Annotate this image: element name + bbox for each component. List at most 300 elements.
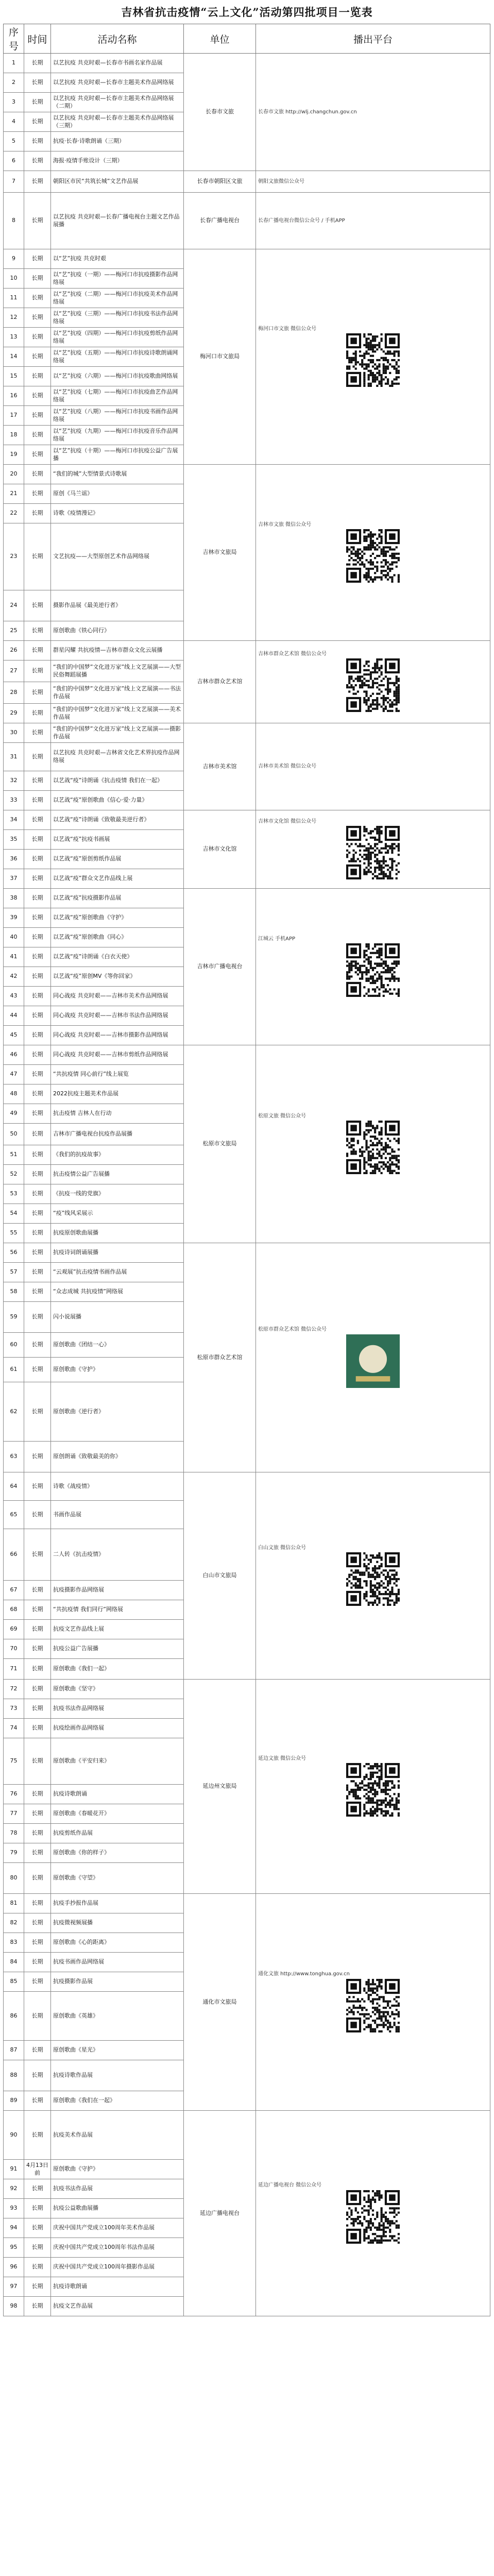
cell-time: 长期	[24, 1333, 51, 1358]
qr-code-icon	[346, 2190, 400, 2244]
cell-time: 长期	[24, 1639, 51, 1659]
cell-index: 68	[4, 1600, 24, 1620]
cell-index: 50	[4, 1124, 24, 1145]
table-row	[4, 1680, 490, 1699]
cell-unit: 白山市文旅局	[184, 1472, 256, 1680]
cell-index: 89	[4, 2091, 24, 2111]
cell-time: 长期	[24, 1382, 51, 1442]
cell-index: 34	[4, 810, 24, 830]
cell-index: 55	[4, 1224, 24, 1243]
platform-text: 松原文旅 微信公众号	[258, 1113, 306, 1119]
cell-time: 长期	[24, 1738, 51, 1785]
cell-index: 38	[4, 889, 24, 908]
cell-activity: 以“艺”抗疫（二期）——梅河口市抗疫美术作品网络展	[51, 289, 184, 308]
promo-image-icon	[346, 1334, 400, 1388]
table-row	[4, 193, 490, 249]
cell-index: 11	[4, 289, 24, 308]
cell-index: 86	[4, 1992, 24, 2041]
cell-activity: 庆祝中国共产党成立100周年书法作品展	[51, 2238, 184, 2258]
cell-index: 37	[4, 869, 24, 889]
cell-activity: 庆祝中国共产党成立100周年美术作品展	[51, 2218, 184, 2238]
cell-activity: 原创歌曲《守护》	[51, 1358, 184, 1382]
cell-activity: 原创歌曲《坚守》	[51, 1680, 184, 1699]
cell-unit: 延边广播电视台	[184, 2111, 256, 2316]
cell-activity: 以艺抗疫 共克时艰—长春市主题美术作品网络展（二期）	[51, 93, 184, 112]
table-row	[4, 2111, 490, 2160]
cell-time: 长期	[24, 743, 51, 771]
cell-platform	[256, 810, 490, 889]
cell-index: 29	[4, 704, 24, 723]
cell-index: 84	[4, 1953, 24, 1972]
cell-time: 长期	[24, 2041, 51, 2060]
cell-index: 65	[4, 1501, 24, 1529]
cell-index: 41	[4, 947, 24, 967]
cell-index: 66	[4, 1529, 24, 1581]
cell-time: 长期	[24, 1913, 51, 1933]
cell-activity: 抗疫摄影作品网络展	[51, 1581, 184, 1600]
cell-time: 长期	[24, 132, 51, 151]
cell-unit: 长春市文旅	[184, 54, 256, 171]
cell-time: 长期	[24, 1933, 51, 1953]
cell-time: 长期	[24, 2238, 51, 2258]
cell-index: 22	[4, 504, 24, 523]
cell-activity: 书画作品展	[51, 1501, 184, 1529]
cell-time: 长期	[24, 1953, 51, 1972]
cell-platform	[256, 723, 490, 810]
page-title: 吉林省抗击疫情“云上文化”活动第四批项目一览表	[121, 6, 373, 19]
cell-time: 长期	[24, 484, 51, 504]
table-row	[4, 889, 490, 908]
platform-text: 延边文旅 微信公众号	[258, 1755, 306, 1761]
cell-unit: 吉林市广播电视台	[184, 889, 256, 1045]
cell-activity: 同心战疫 共克时艰——吉林市剪纸作品网络展	[51, 1045, 184, 1065]
cell-activity: 以“艺”抗疫（四期）——梅河口市抗疫剪纸作品网络展	[51, 328, 184, 347]
cell-time: 长期	[24, 328, 51, 347]
cell-platform	[256, 171, 490, 193]
cell-time: 长期	[24, 1863, 51, 1894]
qr-code-icon	[346, 1979, 400, 2032]
cell-time: 长期	[24, 367, 51, 386]
cell-index: 12	[4, 308, 24, 328]
cell-time: 长期	[24, 1204, 51, 1224]
cell-index: 90	[4, 2111, 24, 2160]
qr-code-icon	[346, 943, 400, 997]
cell-unit: 延边州文旅局	[184, 1680, 256, 1894]
cell-index: 61	[4, 1358, 24, 1382]
cell-time: 长期	[24, 2179, 51, 2199]
table-header-row	[4, 24, 490, 54]
cell-index: 1	[4, 54, 24, 73]
platform-text: 吉林市美术馆 微信公众号	[258, 764, 317, 770]
cell-activity: 抗击疫情 吉林人在行动	[51, 1104, 184, 1124]
cell-index: 15	[4, 367, 24, 386]
platform-text: 吉林市文旅 微信公众号	[258, 521, 312, 528]
cell-time: 长期	[24, 928, 51, 947]
cell-unit: 梅河口市文旅局	[184, 249, 256, 465]
cell-index: 46	[4, 1045, 24, 1065]
cell-activity: 抗疫公益广告展播	[51, 1639, 184, 1659]
cell-time: 长期	[24, 1243, 51, 1263]
cell-index: 16	[4, 386, 24, 406]
cell-time: 长期	[24, 1719, 51, 1738]
cell-index: 53	[4, 1184, 24, 1204]
cell-index: 92	[4, 2179, 24, 2199]
header-activity: 活动名称	[51, 24, 184, 54]
cell-time: 长期	[24, 1145, 51, 1165]
cell-activity: 庆祝中国共产党成立100周年摄影作品展	[51, 2258, 184, 2277]
cell-platform	[256, 2111, 490, 2316]
cell-platform	[256, 249, 490, 465]
cell-index: 3	[4, 93, 24, 112]
cell-time: 长期	[24, 426, 51, 445]
cell-time: 长期	[24, 1165, 51, 1184]
cell-index: 9	[4, 249, 24, 269]
cell-activity: 以艺战“疫”原创歌曲《同心》	[51, 928, 184, 947]
cell-time: 长期	[24, 269, 51, 289]
cell-index: 48	[4, 1084, 24, 1104]
cell-activity: 以艺抗疫 共克时艰—长春市主题美术作品网络展（三期）	[51, 112, 184, 132]
table-row	[4, 1894, 490, 1913]
header-platform: 播出平台	[256, 24, 490, 54]
cell-index: 76	[4, 1785, 24, 1804]
cell-index: 88	[4, 2060, 24, 2091]
cell-activity: 抗疫书画作品网络展	[51, 1953, 184, 1972]
cell-index: 24	[4, 590, 24, 621]
cell-time: 长期	[24, 987, 51, 1006]
cell-time: 长期	[24, 1224, 51, 1243]
cell-activity: 抗疫诗歌作品展	[51, 2060, 184, 2091]
cell-index: 31	[4, 743, 24, 771]
cell-activity: 以艺战“疫”原创歌曲《守护》	[51, 908, 184, 928]
cell-index: 10	[4, 269, 24, 289]
cell-index: 77	[4, 1804, 24, 1824]
cell-unit: 吉林市文化馆	[184, 810, 256, 889]
cell-time: 长期	[24, 1529, 51, 1581]
cell-index: 74	[4, 1719, 24, 1738]
cell-platform	[256, 889, 490, 1045]
cell-time: 长期	[24, 1065, 51, 1084]
cell-activity: 原创歌曲《你的样子》	[51, 1843, 184, 1863]
cell-activity: 抗疫绘画作品网络展	[51, 1719, 184, 1738]
cell-time: 长期	[24, 1659, 51, 1680]
cell-activity: 摄影作品展《最美逆行者》	[51, 590, 184, 621]
qr-code-icon	[346, 1552, 400, 1606]
cell-activity: 诗歌《战疫情》	[51, 1472, 184, 1501]
cell-activity: “众志成城 共抗疫情”网络展	[51, 1282, 184, 1302]
cell-activity: 《抗疫一线的党旗》	[51, 1184, 184, 1204]
cell-time: 长期	[24, 406, 51, 426]
cell-activity: 抗疫诗词朗诵展播	[51, 1243, 184, 1263]
cell-activity: “我们的中国梦”文化进万家”线上文艺展演——大型民俗舞蹈展播	[51, 660, 184, 682]
cell-activity: 吉林市广播电视台抗疫作品展播	[51, 1124, 184, 1145]
cell-index: 71	[4, 1659, 24, 1680]
platform-text: 松原市群众艺术馆 微信公众号	[258, 1327, 327, 1333]
cell-time: 长期	[24, 621, 51, 641]
cell-index: 28	[4, 682, 24, 704]
cell-activity: 抗疫文艺作品展	[51, 2297, 184, 2316]
cell-platform	[256, 1472, 490, 1680]
cell-activity: 以“艺”抗疫（六期）——梅河口市抗疫歌曲网络展	[51, 367, 184, 386]
cell-activity: 抗疫·长春·诗歌朗诵（三期）	[51, 132, 184, 151]
cell-index: 17	[4, 406, 24, 426]
cell-time: 长期	[24, 2297, 51, 2316]
cell-time: 长期	[24, 641, 51, 660]
cell-time: 长期	[24, 1282, 51, 1302]
cell-index: 8	[4, 193, 24, 249]
cell-activity: 海报·疫情手账设计（三期）	[51, 151, 184, 171]
cell-index: 56	[4, 1243, 24, 1263]
cell-activity: 以“艺”抗疫（三期）——梅河口市抗疫书法作品网络展	[51, 308, 184, 328]
cell-activity: 原创歌曲《星光》	[51, 2041, 184, 2060]
cell-time: 长期	[24, 1263, 51, 1282]
cell-time: 长期	[24, 1104, 51, 1124]
cell-time: 长期	[24, 1124, 51, 1145]
cell-activity: 原创朗诵《致敬最美的你》	[51, 1442, 184, 1472]
cell-activity: 抗疫诗歌朗诵	[51, 2277, 184, 2297]
cell-index: 73	[4, 1699, 24, 1719]
cell-time: 长期	[24, 1084, 51, 1104]
cell-time: 长期	[24, 771, 51, 791]
cell-index: 4	[4, 112, 24, 132]
cell-index: 26	[4, 641, 24, 660]
cell-activity: 抗疫美术作品展	[51, 2111, 184, 2160]
cell-time: 长期	[24, 1358, 51, 1382]
cell-time: 长期	[24, 2258, 51, 2277]
cell-time: 长期	[24, 465, 51, 484]
cell-time: 长期	[24, 2111, 51, 2160]
cell-time: 长期	[24, 1006, 51, 1026]
cell-activity: 以艺战“疫”抗疫书画展	[51, 830, 184, 850]
cell-activity: “我们的中国梦”文化进万家”线上文艺展演——书法作品展	[51, 682, 184, 704]
cell-activity: 原创歌曲《团结一心》	[51, 1333, 184, 1358]
cell-index: 5	[4, 132, 24, 151]
cell-time: 长期	[24, 112, 51, 132]
cell-activity: 抗疫书法作品展	[51, 2179, 184, 2199]
cell-activity: 以“艺”抗疫（八期）——梅河口市抗疫书画作品网络展	[51, 406, 184, 426]
cell-platform	[256, 1680, 490, 1894]
cell-time: 长期	[24, 1824, 51, 1843]
table-row	[4, 641, 490, 660]
table-row	[4, 1045, 490, 1065]
cell-time: 长期	[24, 1785, 51, 1804]
project-table	[3, 24, 490, 2316]
cell-index: 6	[4, 151, 24, 171]
platform-text: 江城云 手机APP	[258, 936, 296, 942]
cell-activity: 以艺战“疫”原创歌曲《信心·爱·力量》	[51, 791, 184, 810]
cell-index: 18	[4, 426, 24, 445]
platform-text: 长春广播电视台微信公众号 / 手机APP	[258, 217, 345, 224]
cell-time: 长期	[24, 1894, 51, 1913]
cell-activity: 以艺战“疫”群众文艺作品线上展	[51, 869, 184, 889]
cell-index: 87	[4, 2041, 24, 2060]
qr-code-icon	[346, 826, 400, 879]
cell-unit: 吉林市美术馆	[184, 723, 256, 810]
cell-platform	[256, 1243, 490, 1472]
platform-text: 白山文旅 微信公众号	[258, 1545, 306, 1551]
cell-time: 长期	[24, 1843, 51, 1863]
cell-index: 21	[4, 484, 24, 504]
cell-activity: 抗疫手抄报作品展	[51, 1894, 184, 1913]
table-row	[4, 810, 490, 830]
table-row	[4, 171, 490, 193]
cell-index: 85	[4, 1972, 24, 1992]
cell-index: 27	[4, 660, 24, 682]
cell-activity: 朝阳区市民“共筑长城”文艺作品展	[51, 171, 184, 193]
cell-time: 长期	[24, 1026, 51, 1045]
cell-index: 25	[4, 621, 24, 641]
cell-activity: 抗疫剪纸作品展	[51, 1824, 184, 1843]
qr-code-icon	[346, 529, 400, 583]
cell-index: 54	[4, 1204, 24, 1224]
cell-activity: 以“艺”抗疫 共克时艰	[51, 249, 184, 269]
platform-text: 朝阳文旅微信公众号	[258, 178, 304, 184]
cell-index: 49	[4, 1104, 24, 1124]
platform-text: 梅河口市文旅 微信公众号	[258, 326, 317, 332]
cell-activity: 二人转《抗击疫情》	[51, 1529, 184, 1581]
cell-index: 2	[4, 73, 24, 93]
cell-activity: 以艺战“疫”诗朗诵《抗击疫情 我们在一起》	[51, 771, 184, 791]
cell-activity: 以艺战“疫”原创剪纸作品展	[51, 850, 184, 869]
cell-index: 95	[4, 2238, 24, 2258]
cell-time: 长期	[24, 660, 51, 682]
cell-activity: 原创歌曲《守护》	[51, 2160, 184, 2179]
cell-time: 4月13日前	[24, 2160, 51, 2179]
cell-platform	[256, 1894, 490, 2111]
platform-text: 通化文旅 http://www.tonghua.gov.cn	[258, 1971, 350, 1977]
cell-time: 长期	[24, 504, 51, 523]
cell-index: 33	[4, 791, 24, 810]
cell-platform	[256, 465, 490, 641]
cell-time: 长期	[24, 151, 51, 171]
cell-index: 36	[4, 850, 24, 869]
cell-index: 57	[4, 1263, 24, 1282]
platform-text: 吉林市群众艺术馆 微信公众号	[258, 651, 327, 657]
cell-activity: 原创歌曲《心的距离》	[51, 1933, 184, 1953]
cell-time: 长期	[24, 2218, 51, 2238]
platform-text: 吉林市文化馆 微信公众号	[258, 818, 317, 824]
cell-time: 长期	[24, 1581, 51, 1600]
cell-index: 44	[4, 1006, 24, 1026]
cell-platform	[256, 641, 490, 723]
cell-activity: 以艺战“疫”诗朗诵《白衣天使》	[51, 947, 184, 967]
cell-time: 长期	[24, 889, 51, 908]
cell-time: 长期	[24, 704, 51, 723]
cell-index: 23	[4, 523, 24, 590]
cell-index: 72	[4, 1680, 24, 1699]
cell-index: 42	[4, 967, 24, 987]
platform-text: 长春市文旅 http://wlj.changchun.gov.cn	[258, 109, 357, 115]
cell-activity: 闪小说展播	[51, 1302, 184, 1333]
cell-index: 81	[4, 1894, 24, 1913]
cell-time: 长期	[24, 54, 51, 73]
cell-time: 长期	[24, 1302, 51, 1333]
cell-activity: 以艺战“疫”抗疫摄影作品展	[51, 889, 184, 908]
cell-time: 长期	[24, 1600, 51, 1620]
cell-activity: 原创歌曲《英雄》	[51, 1992, 184, 2041]
table-row	[4, 1243, 490, 1263]
cell-time: 长期	[24, 2199, 51, 2218]
header-index: 序号	[4, 24, 24, 54]
cell-time: 长期	[24, 2060, 51, 2091]
cell-index: 93	[4, 2199, 24, 2218]
cell-index: 59	[4, 1302, 24, 1333]
cell-index: 98	[4, 2297, 24, 2316]
cell-index: 13	[4, 328, 24, 347]
cell-index: 19	[4, 445, 24, 465]
cell-platform	[256, 1045, 490, 1243]
cell-unit: 松原市文旅局	[184, 1045, 256, 1243]
table-row	[4, 249, 490, 269]
cell-time: 长期	[24, 445, 51, 465]
cell-time: 长期	[24, 308, 51, 328]
cell-activity: 抗疫微视频展播	[51, 1913, 184, 1933]
cell-time: 长期	[24, 386, 51, 406]
cell-time: 长期	[24, 2091, 51, 2111]
cell-activity: 同心战疫 共克时艰——吉林市书法作品网络展	[51, 1006, 184, 1026]
cell-activity: 以“艺”抗疫（十期）——梅河口市抗疫公益广告展播	[51, 445, 184, 465]
cell-activity: 原创歌曲《逆行者》	[51, 1382, 184, 1442]
cell-index: 43	[4, 987, 24, 1006]
cell-activity: 原创歌曲《守望》	[51, 1863, 184, 1894]
cell-activity: “我们的中国梦”文化进万家”线上文艺展演——摄影作品展	[51, 723, 184, 743]
cell-index: 7	[4, 171, 24, 193]
cell-index: 78	[4, 1824, 24, 1843]
cell-activity: 以艺战“疫”诗朗诵《致敬最美逆行者》	[51, 810, 184, 830]
cell-activity: “共抗疫情 同心前行”线上展览	[51, 1065, 184, 1084]
cell-index: 94	[4, 2218, 24, 2238]
cell-index: 51	[4, 1145, 24, 1165]
cell-activity: 以“艺”抗疫（五期）——梅河口市抗疫诗歌朗诵网络展	[51, 347, 184, 367]
qr-code-icon	[346, 1763, 400, 1817]
cell-activity: 《我们的抗疫故事》	[51, 1145, 184, 1165]
cell-time: 长期	[24, 869, 51, 889]
cell-time: 长期	[24, 347, 51, 367]
cell-time: 长期	[24, 1472, 51, 1501]
table-row	[4, 1472, 490, 1501]
cell-time: 长期	[24, 289, 51, 308]
cell-index: 60	[4, 1333, 24, 1358]
cell-time: 长期	[24, 171, 51, 193]
cell-activity: 抗疫摄影作品展	[51, 1972, 184, 1992]
header-time: 时间	[24, 24, 51, 54]
cell-activity: 原创《马兰谣》	[51, 484, 184, 504]
cell-unit: 长春广播电视台	[184, 193, 256, 249]
cell-activity: 文艺抗疫——大型原创艺术作品网络展	[51, 523, 184, 590]
qr-code-icon	[346, 658, 400, 712]
cell-index: 64	[4, 1472, 24, 1501]
cell-activity: 以“艺”抗疫（九期）——梅河口市抗疫音乐作品网络展	[51, 426, 184, 445]
cell-time: 长期	[24, 850, 51, 869]
qr-code-icon	[346, 1121, 400, 1174]
cell-index: 58	[4, 1282, 24, 1302]
cell-index: 80	[4, 1863, 24, 1894]
platform-text: 延边广播电视台 微信公众号	[258, 2182, 322, 2189]
cell-time: 长期	[24, 1804, 51, 1824]
cell-activity: 2022抗疫主题美术作品展	[51, 1084, 184, 1104]
table-row	[4, 465, 490, 484]
cell-unit: 通化市文旅局	[184, 1894, 256, 2111]
cell-time: 长期	[24, 590, 51, 621]
cell-time: 长期	[24, 810, 51, 830]
cell-activity: 抗疫书法作品网络展	[51, 1699, 184, 1719]
cell-platform	[256, 54, 490, 171]
cell-index: 40	[4, 928, 24, 947]
cell-time: 长期	[24, 947, 51, 967]
cell-activity: 同心战疫 共克时艰——吉林市美术作品网络展	[51, 987, 184, 1006]
cell-time: 长期	[24, 967, 51, 987]
cell-time: 长期	[24, 249, 51, 269]
cell-activity: “共抗疫情 我们同行”网络展	[51, 1600, 184, 1620]
